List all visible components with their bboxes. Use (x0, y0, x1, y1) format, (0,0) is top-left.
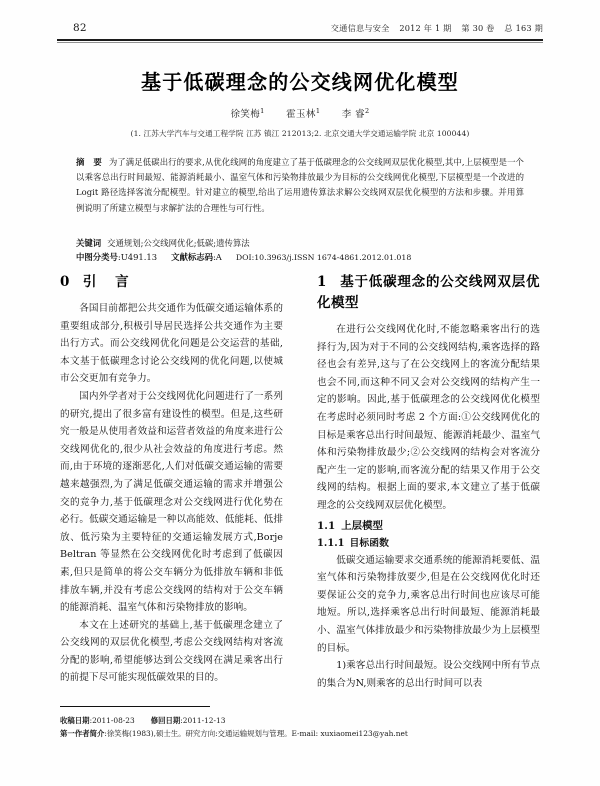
revised-date-label: 修回日期 (150, 716, 181, 725)
page-number: 82 (73, 22, 87, 34)
abstract-block (76, 155, 524, 216)
author-name: 徐笑梅 (230, 109, 261, 120)
subsection-title: 上层模型 (341, 519, 383, 532)
subsubsection-heading-objective (317, 535, 540, 552)
author-list (0, 106, 600, 120)
author-affiliation-marker: 1 (315, 106, 321, 115)
subsection-number: 1.1 (317, 519, 336, 532)
section-number: 1 (317, 274, 327, 290)
doi-value: DOI:10.3963/j.ISSN 1674-4861.2012.01.018 (235, 253, 412, 262)
author-affiliation-marker: 1 (260, 106, 265, 115)
author-bio-label: 第一作者简介 (60, 729, 105, 738)
author-name: 李 睿 (341, 109, 366, 120)
doc-code-label: 文献标志码 (171, 252, 213, 262)
section-title: 引 言 (82, 274, 136, 290)
running-head (57, 22, 543, 38)
abstract-label: 摘 要 (76, 157, 105, 167)
body-column-right (317, 272, 540, 692)
abstract-text: 为了满足低碳出行的要求,从优化线网的角度建立了基于低碳理念的公交线网双层优化模型,其中,上层模型是一个以乘客总出行时间最短、能源消耗最小、温室气体和污染物排放最少为目标的公交线网优化模型,下层模型是一个改进的 Logit 路径选择客流分配模型。针对建立的模型,给出了运用遗传算法求解公交线网双层优化模型的方法和步骤。并用算例说明了所建立模型与求解扩法的合理性与可行性。 (76, 157, 524, 213)
footnote-dates: 收稿日期:2011-08-23 修回日期:2011-12-13 (60, 716, 226, 725)
author-bio-value: 徐笑梅(1983),硕士生。研究方向:交通运输规划与管理。E-mail: xuxiaomei123@yah.net (106, 729, 408, 738)
author-affiliation: (1. 江苏大学汽车与交通工程学院 江苏 镇江 212013;2. 北京交通大学交通运输学院 北京 100044) (130, 129, 470, 138)
section-heading-model (317, 272, 540, 314)
keywords-line (76, 236, 524, 250)
subsubsection-number: 1.1.1 (317, 537, 345, 549)
paragraph: 低碳交通运输要求交通系统的能源消耗要低、温室气体和污染物排放要少,但是在公交线网优化时还要保证公交的竞争力,乘客总出行时间也应该尽可能地短。所以,选择乘客总出行时间最短、能源消耗最小、温室气体排放最少和污染物排放最少为上层模型的目标。 (317, 554, 540, 654)
paragraph: 国内外学者对于公交线网优化问题进行了一系列的研究,提出了很多富有建设性的模型。但是,这些研究一般是从使用者效益和运营者效益的角度来进行公交线网优化的,很少从社会效益的角度进行考虑。然而,由于环境的逐渐恶化,人们对低碳交通运输的需要越来越强烈,为了满足低碳交通运输的需求并增强公交的竞争力,基于低碳理念对公交线网进行优化势在必行。低碳交通运输是一种以高能效、低能耗、低排放、低污染为主要特征的交通运输发展方式,Borje Beltran 等显然在公交线网优化时考虑到了低碳因素,但只是简单的将公交车辆分为低排放车辆和非低排放车辆,并没有考虑公交线网的结构对于公交车辆的能源消耗、温室气体和污染物排放的影响。 (60, 390, 283, 614)
header-rule-thin (57, 42, 543, 43)
revised-date-value: 2011-12-13 (182, 716, 226, 725)
clc-value: U491.13 (120, 252, 158, 262)
header-rule (57, 39, 543, 41)
keywords-label: 关键词 (76, 238, 102, 248)
section-title: 基于低碳理念的公交线网双层优化模型 (317, 274, 540, 311)
body-column-left (60, 272, 283, 687)
subsection-heading-upper-model (317, 517, 540, 535)
author-name: 霍玉林 (286, 109, 316, 120)
clc-label: 中图分类号 (76, 252, 118, 262)
author-entry (286, 106, 321, 120)
author-entry (230, 106, 265, 120)
section-heading-intro (60, 272, 283, 293)
paragraph: 在进行公交线网优化时,不能忽略乘客出行的选择行为,因为对于不同的公交线网结构,乘客选择的路径也会有差异,这与了在公交线网上的客流分配结果也会不同,而这种不同又会对公交线网的结构产生一定的影响。因此,基于低碳理念的公交线网优化模型在考虑时必须同时考虑 2 个方面:①公交线网优化的目标是乘客总出行时间最短、能源消耗最少、温室气体和污染物排放最少;②公交线网的结构会对客流分配产生一定的影响,而客流分配的结果又作用于公交线网的结构。根据上面的要求,本文建立了基于低碳理念的公交线网双层优化模型。 (317, 324, 540, 511)
journal-name: 交通信息与安全 (330, 23, 390, 33)
received-date-label: 收稿日期 (60, 716, 90, 725)
author-affiliation-marker: 2 (365, 106, 370, 115)
journal-info (324, 23, 543, 34)
paragraph: 各国目前都把公共交通作为低碳交通运输体系的重要组成部分,积极引导居民选择公共交通作为主要出行方式。而公交线网优化问题是公交运营的基础,本文基于低碳理念讨论公交线网的优化问题,以使城市公交更加有竞争力。 (60, 303, 283, 385)
classification-line: 中图分类号:U491.13 文献标志码:A DOI:10.3963/j.ISSN 1674-4861.2012.01.018 (76, 252, 412, 262)
journal-issue: 总 163 期 (504, 23, 543, 33)
subsubsection-title: 目标函数 (349, 537, 389, 549)
journal-volume: 第 30 卷 (461, 23, 495, 33)
footnote-rule (60, 706, 210, 707)
author-entry (341, 106, 370, 120)
keywords-text: 交通规划;公交线网优化;低碳;遗传算法 (107, 238, 250, 248)
footnote-bio: 第一作者简介:徐笑梅(1983),硕士生。研究方向:交通运输规划与管理。E-mail: xuxiaomei123@yah.net (60, 729, 408, 738)
doc-code-value: A (215, 252, 222, 262)
journal-year: 2012 年 1 期 (399, 23, 452, 33)
section-number: 0 (60, 274, 70, 290)
paragraph: 本文在上述研究的基础上,基于低碳理念建立了公交线网的双层优化模型,考虑公交线网结构对客流分配的影响,希望能够达到公交线网在满足乘客出行的前提下尽可能实现低碳效果的目的。 (60, 619, 283, 684)
received-date-value: 2011-08-23 (92, 716, 135, 725)
footnote-block (60, 714, 540, 740)
article-title: 基于低碳理念的公交线网优化模型 (141, 70, 459, 94)
paragraph: 1)乘客总出行时间最短。设公交线网中所有节点的集合为N,则乘客的总出行时间可以表 (317, 660, 540, 689)
